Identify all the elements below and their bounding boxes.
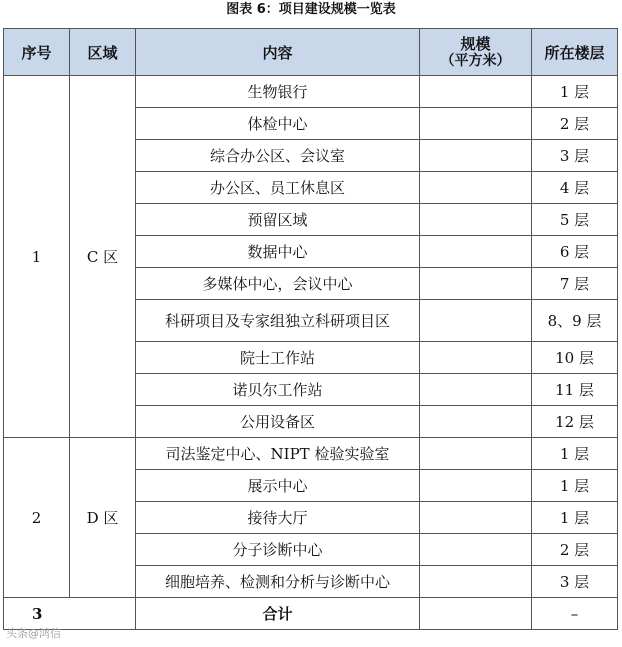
row-floor: 8、9 层 (532, 300, 618, 342)
header-scale-label: 规模 (460, 34, 491, 53)
header-content: 内容 (136, 29, 420, 76)
row-content: 接待大厅 (136, 502, 420, 534)
row-content: 诺贝尔工作站 (136, 374, 420, 406)
row-scale (420, 438, 532, 470)
row-scale (420, 140, 532, 172)
row-floor: 1 层 (532, 438, 618, 470)
row-floor: 2 层 (532, 108, 618, 140)
row-scale (420, 566, 532, 598)
row-content: 展示中心 (136, 470, 420, 502)
row-floor: 4 层 (532, 172, 618, 204)
row-scale (420, 374, 532, 406)
header-seq: 序号 (4, 29, 70, 76)
row-floor: 1 层 (532, 502, 618, 534)
row-content: 办公区、员工休息区 (136, 172, 420, 204)
header-floor: 所在楼层 (532, 29, 618, 76)
row-content: 综合办公区、会议室 (136, 140, 420, 172)
row-floor: 11 层 (532, 374, 618, 406)
row-content: 多媒体中心，会议中心 (136, 268, 420, 300)
total-row (4, 598, 618, 630)
row-floor: 7 层 (532, 268, 618, 300)
row-scale (420, 534, 532, 566)
row-scale (420, 76, 532, 108)
table-caption: 图表 6：项目建设规模一览表 (226, 2, 396, 17)
row-content: 预留区域 (136, 204, 420, 236)
header-row (4, 29, 618, 76)
row-floor: 3 层 (532, 140, 618, 172)
total-seq: 3 (4, 598, 136, 630)
row-floor: 12 层 (532, 406, 618, 438)
row-scale (420, 108, 532, 140)
row-content: 院士工作站 (136, 342, 420, 374)
row-scale (420, 300, 532, 342)
group-seq: 1 (4, 76, 70, 438)
group-area: C 区 (70, 76, 136, 438)
row-scale (420, 172, 532, 204)
row-scale (420, 502, 532, 534)
row-floor: 6 层 (532, 236, 618, 268)
row-floor: 3 层 (532, 566, 618, 598)
row-content: 细胞培养、检测和分析与诊断中心 (136, 566, 420, 598)
row-scale (420, 204, 532, 236)
row-content: 生物银行 (136, 76, 420, 108)
row-scale (420, 268, 532, 300)
row-floor: 2 层 (532, 534, 618, 566)
header-scale (420, 29, 532, 76)
total-label: 合计 (136, 598, 420, 630)
project-scale-table (3, 28, 618, 630)
row-content: 分子诊断中心 (136, 534, 420, 566)
table-row (4, 76, 618, 108)
row-scale (420, 470, 532, 502)
row-content: 司法鉴定中心、NIPT 检验实验室 (136, 438, 420, 470)
row-content: 科研项目及专家组独立科研项目区 (136, 300, 420, 342)
row-floor: 1 层 (532, 470, 618, 502)
row-floor: 5 层 (532, 204, 618, 236)
header-area: 区域 (70, 29, 136, 76)
row-scale (420, 342, 532, 374)
group-seq: 2 (4, 438, 70, 598)
header-scale-unit: （平方米） (440, 52, 511, 69)
group-area: D 区 (70, 438, 136, 598)
row-scale (420, 406, 532, 438)
row-content: 数据中心 (136, 236, 420, 268)
row-content: 体检中心 (136, 108, 420, 140)
total-scale (420, 598, 532, 630)
row-floor: 10 层 (532, 342, 618, 374)
table-row (4, 438, 618, 470)
row-scale (420, 236, 532, 268)
row-floor: 1 层 (532, 76, 618, 108)
row-content: 公用设备区 (136, 406, 420, 438)
watermark: 头条@鸿信 (6, 627, 61, 640)
total-floor: – (532, 598, 618, 630)
